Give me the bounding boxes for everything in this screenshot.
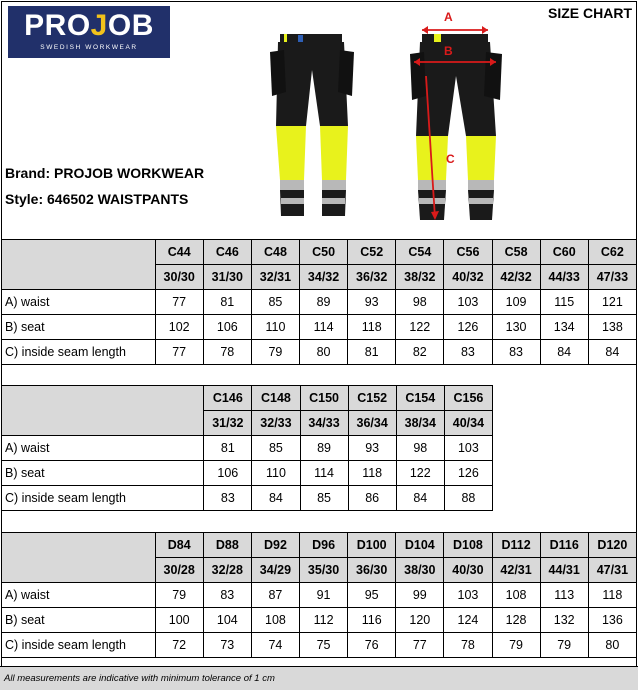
- fit-header-row: [2, 411, 493, 436]
- measure-cell: 91: [300, 583, 348, 608]
- measure-cell: 108: [251, 608, 299, 633]
- size-header-row: [2, 240, 637, 265]
- measure-cell: 106: [204, 461, 252, 486]
- measure-cell: 77: [155, 340, 203, 365]
- style-label: Style: 646502 WAISTPANTS: [5, 191, 189, 207]
- fit-code: 34/33: [300, 411, 348, 436]
- row-label: A) waist: [2, 290, 156, 315]
- header-blank-cell: [2, 411, 204, 436]
- size-code: C58: [492, 240, 540, 265]
- fit-code: 40/32: [444, 265, 492, 290]
- fit-code: 47/33: [588, 265, 636, 290]
- measure-cell: 83: [203, 583, 251, 608]
- measure-cell: 78: [444, 633, 492, 658]
- size-code: D88: [203, 533, 251, 558]
- measure-cell: 98: [396, 290, 444, 315]
- table-row: [2, 461, 493, 486]
- measure-cell: 81: [204, 436, 252, 461]
- measure-cell: 85: [252, 436, 300, 461]
- table-row: [2, 436, 493, 461]
- size-code: C60: [540, 240, 588, 265]
- size-header-row: [2, 533, 637, 558]
- size-code: C156: [444, 386, 492, 411]
- fit-code: 31/30: [203, 265, 251, 290]
- measure-cell: 76: [348, 633, 396, 658]
- measure-cell: 79: [540, 633, 588, 658]
- measure-cell: 85: [251, 290, 299, 315]
- size-table-c-long: [1, 385, 493, 511]
- measure-cell: 79: [155, 583, 203, 608]
- fit-header-row: [2, 265, 637, 290]
- measure-cell: 121: [588, 290, 636, 315]
- measure-cell: 74: [251, 633, 299, 658]
- measure-cell: 102: [155, 315, 203, 340]
- measure-label-c: C: [446, 152, 455, 166]
- fit-code: 35/30: [300, 558, 348, 583]
- measure-cell: 110: [252, 461, 300, 486]
- header-blank-cell: [2, 386, 204, 411]
- logo-tagline: SWEDISH WORKWEAR: [40, 44, 138, 51]
- size-code: C62: [588, 240, 636, 265]
- fit-code: 38/32: [396, 265, 444, 290]
- measure-cell: 122: [396, 461, 444, 486]
- measure-cell: 86: [348, 486, 396, 511]
- page-title: SIZE CHART: [548, 5, 632, 21]
- measure-cell: 83: [204, 486, 252, 511]
- measure-cell: 83: [492, 340, 540, 365]
- measure-cell: 81: [348, 340, 396, 365]
- fit-code: 38/30: [396, 558, 444, 583]
- measure-cell: 87: [251, 583, 299, 608]
- size-code: C150: [300, 386, 348, 411]
- size-code: C50: [300, 240, 348, 265]
- fit-code: 32/31: [251, 265, 299, 290]
- measure-cell: 75: [300, 633, 348, 658]
- fit-code: 34/29: [251, 558, 299, 583]
- measure-cell: 89: [300, 436, 348, 461]
- fit-code: 32/33: [252, 411, 300, 436]
- measure-cell: 113: [540, 583, 588, 608]
- size-code: C44: [155, 240, 203, 265]
- measure-cell: 134: [540, 315, 588, 340]
- size-table-c-regular: [1, 239, 637, 365]
- measure-cell: 89: [300, 290, 348, 315]
- size-code: C152: [348, 386, 396, 411]
- measure-cell: 95: [348, 583, 396, 608]
- header-blank-cell: [2, 240, 156, 265]
- logo-wordmark: PROJOB: [24, 9, 154, 42]
- measure-cell: 115: [540, 290, 588, 315]
- row-label: B) seat: [2, 315, 156, 340]
- tolerance-note: All measurements are indicative with minimum tolerance of 1 cm: [0, 666, 638, 690]
- size-code: C54: [396, 240, 444, 265]
- measure-cell: 108: [492, 583, 540, 608]
- measure-cell: 73: [203, 633, 251, 658]
- header-blank-cell: [2, 558, 156, 583]
- fit-header-row: [2, 558, 637, 583]
- size-code: D116: [540, 533, 588, 558]
- measure-cell: 124: [444, 608, 492, 633]
- size-code: D96: [300, 533, 348, 558]
- measure-cell: 122: [396, 315, 444, 340]
- size-code: D120: [588, 533, 636, 558]
- row-label: C) inside seam length: [2, 486, 204, 511]
- measure-cell: 103: [444, 290, 492, 315]
- fit-code: 40/30: [444, 558, 492, 583]
- measure-label-b: B: [444, 44, 453, 58]
- size-code: C48: [251, 240, 299, 265]
- measure-cell: 118: [588, 583, 636, 608]
- row-label: A) waist: [2, 436, 204, 461]
- measure-cell: 103: [444, 583, 492, 608]
- projob-logo: [8, 6, 170, 58]
- measure-cell: 114: [300, 315, 348, 340]
- measure-cell: 112: [300, 608, 348, 633]
- measure-cell: 99: [396, 583, 444, 608]
- size-code: C52: [348, 240, 396, 265]
- measure-cell: 93: [348, 290, 396, 315]
- measure-cell: 84: [540, 340, 588, 365]
- size-code: C154: [396, 386, 444, 411]
- table-row: [2, 583, 637, 608]
- row-label: A) waist: [2, 583, 156, 608]
- row-label: B) seat: [2, 461, 204, 486]
- measure-cell: 132: [540, 608, 588, 633]
- measure-cell: 83: [444, 340, 492, 365]
- measure-cell: 128: [492, 608, 540, 633]
- measure-cell: 114: [300, 461, 348, 486]
- pants-front-illustration: [262, 30, 362, 222]
- brand-label: Brand: PROJOB WORKWEAR: [5, 165, 205, 181]
- fit-code: 30/30: [155, 265, 203, 290]
- size-code: D104: [396, 533, 444, 558]
- measure-cell: 84: [396, 486, 444, 511]
- measure-cell: 84: [588, 340, 636, 365]
- table-row: [2, 315, 637, 340]
- measure-cell: 93: [348, 436, 396, 461]
- table-row: [2, 633, 637, 658]
- measure-cell: 79: [251, 340, 299, 365]
- measure-cell: 82: [396, 340, 444, 365]
- fit-code: 42/32: [492, 265, 540, 290]
- measure-cell: 77: [396, 633, 444, 658]
- measure-cell: 130: [492, 315, 540, 340]
- size-code: C46: [203, 240, 251, 265]
- fit-code: 44/33: [540, 265, 588, 290]
- fit-code: 34/32: [300, 265, 348, 290]
- measure-cell: 118: [348, 461, 396, 486]
- measure-cell: 100: [155, 608, 203, 633]
- measure-cell: 120: [396, 608, 444, 633]
- measure-cell: 84: [252, 486, 300, 511]
- row-label: C) inside seam length: [2, 633, 156, 658]
- measure-cell: 80: [588, 633, 636, 658]
- table-row: [2, 290, 637, 315]
- measure-cell: 138: [588, 315, 636, 340]
- measure-cell: 85: [300, 486, 348, 511]
- measure-cell: 78: [203, 340, 251, 365]
- table-row: [2, 608, 637, 633]
- size-header-row: [2, 386, 493, 411]
- fit-code: 30/28: [155, 558, 203, 583]
- measure-cell: 118: [348, 315, 396, 340]
- measure-cell: 79: [492, 633, 540, 658]
- fit-code: 42/31: [492, 558, 540, 583]
- row-label: C) inside seam length: [2, 340, 156, 365]
- fit-code: 31/32: [204, 411, 252, 436]
- measure-cell: 88: [444, 486, 492, 511]
- fit-code: 38/34: [396, 411, 444, 436]
- pants-back-illustration: [404, 10, 508, 224]
- measure-cell: 110: [251, 315, 299, 340]
- fit-code: 36/34: [348, 411, 396, 436]
- measure-cell: 136: [588, 608, 636, 633]
- measure-cell: 77: [155, 290, 203, 315]
- table-row: [2, 486, 493, 511]
- measure-cell: 126: [444, 461, 492, 486]
- size-code: D92: [251, 533, 299, 558]
- size-table-d-short: [1, 532, 637, 658]
- measure-label-a: A: [444, 10, 453, 24]
- measure-cell: 126: [444, 315, 492, 340]
- measure-cell: 81: [203, 290, 251, 315]
- measure-cell: 98: [396, 436, 444, 461]
- header-blank-cell: [2, 265, 156, 290]
- size-code: C148: [252, 386, 300, 411]
- header-blank-cell: [2, 533, 156, 558]
- fit-code: 36/30: [348, 558, 396, 583]
- measure-cell: 116: [348, 608, 396, 633]
- fit-code: 32/28: [203, 558, 251, 583]
- fit-code: 40/34: [444, 411, 492, 436]
- measure-cell: 103: [444, 436, 492, 461]
- measure-cell: 106: [203, 315, 251, 340]
- fit-code: 47/31: [588, 558, 636, 583]
- fit-code: 44/31: [540, 558, 588, 583]
- measure-cell: 109: [492, 290, 540, 315]
- measure-cell: 104: [203, 608, 251, 633]
- measure-cell: 80: [300, 340, 348, 365]
- size-code: D100: [348, 533, 396, 558]
- fit-code: 36/32: [348, 265, 396, 290]
- measure-cell: 72: [155, 633, 203, 658]
- size-code: D112: [492, 533, 540, 558]
- table-row: [2, 340, 637, 365]
- size-code: C56: [444, 240, 492, 265]
- row-label: B) seat: [2, 608, 156, 633]
- size-code: D108: [444, 533, 492, 558]
- size-code: C146: [204, 386, 252, 411]
- size-code: D84: [155, 533, 203, 558]
